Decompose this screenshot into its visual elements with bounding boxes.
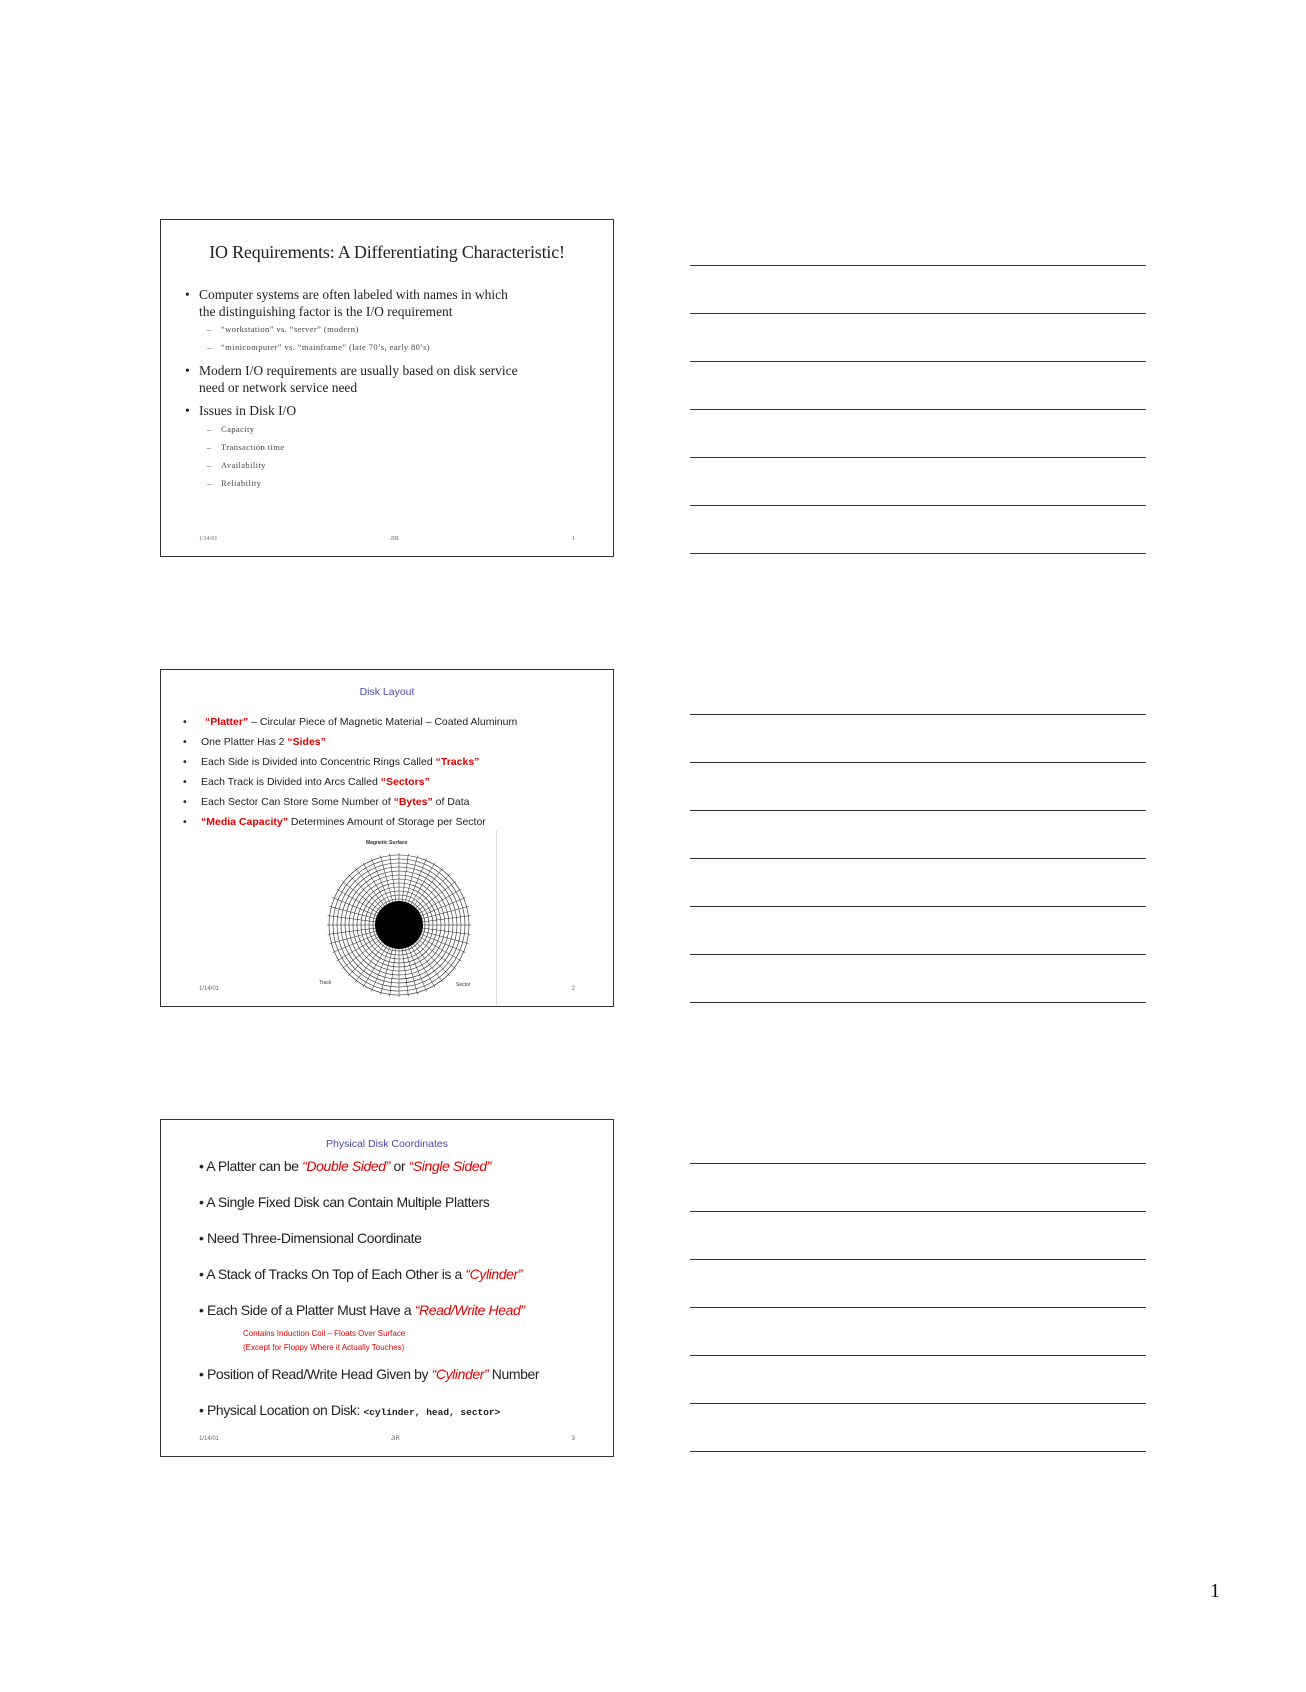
bullet: • Each Side of a Platter Must Have a “Read/Write Head” [199, 1302, 525, 1318]
slide-1 [160, 219, 614, 557]
note-line [690, 762, 1146, 763]
sub-bullet: – “workstation” vs. “server” (modern) [207, 324, 359, 334]
note-line [690, 505, 1146, 506]
bullet: • A Stack of Tracks On Top of Each Other is a “Cylinder” [199, 1266, 523, 1282]
bullet: • Computer systems are often labeled with names in which the distinguishing factor is the I/O requirement [185, 287, 508, 319]
note-line [690, 553, 1146, 554]
bullet: • Each Track is Divided into Arcs Called “Sectors” [183, 776, 430, 788]
slide-2-title: Disk Layout [359, 686, 415, 698]
sub-bullet: – Transaction time [207, 442, 285, 452]
sector-spoke [348, 874, 382, 908]
slide-3-title: Physical Disk Coordinates [326, 1138, 448, 1150]
note-line [690, 313, 1146, 314]
note-line [690, 457, 1146, 458]
note-line [690, 1211, 1146, 1212]
bullet: • Physical Location on Disk: <cylinder, head, sector> [199, 1402, 501, 1418]
footer-date: 1/14/01 [199, 1436, 220, 1442]
bullet: • Need Three-Dimensional Coordinate [199, 1230, 422, 1246]
sub-bullet: – Reliability [207, 478, 262, 488]
footer-date: 1/14/01 [199, 986, 220, 992]
footer-slide-number: 2 [571, 986, 575, 992]
divider [496, 830, 497, 1006]
note-line [690, 858, 1146, 859]
note-line [690, 409, 1146, 410]
sector-spoke [416, 942, 450, 976]
footer-slide-number: 1 [572, 536, 575, 542]
bullet: • Modern I/O requirements are usually based on disk service need or network service need [185, 363, 518, 395]
slide-footer [199, 1436, 575, 1442]
slide-2 [160, 669, 614, 1007]
footer-slide-number: 3 [571, 1436, 575, 1442]
sub-bullet: – Availability [207, 460, 266, 470]
sector-spoke [416, 874, 450, 908]
note: (Except for Floppy Where it Actually Touches) [243, 1343, 405, 1352]
sector-label: Sector [456, 982, 471, 988]
note-line [690, 1355, 1146, 1356]
bullet: • A Platter can be “Double Sided” or “Single Sided” [199, 1158, 491, 1174]
footer-date: 1/14/01 [199, 536, 218, 542]
sub-bullet: – Capacity [207, 424, 255, 434]
bullet: • A Single Fixed Disk can Contain Multiple Platters [199, 1194, 490, 1210]
note-line [690, 1259, 1146, 1260]
bullet: • Each Sector Can Store Some Number of “Bytes” of Data [183, 796, 470, 808]
disk-platter-diagram [324, 850, 474, 1000]
figure-caption: Magnetic Surface [366, 840, 408, 846]
note-line [690, 265, 1146, 266]
note-line [690, 361, 1146, 362]
slide-3 [160, 1119, 614, 1457]
page-number: 1 [1210, 1580, 1220, 1602]
bullet: • Position of Read/Write Head Given by “Cylinder” Number [199, 1366, 540, 1382]
note-line [690, 954, 1146, 955]
sector-spoke [348, 942, 382, 976]
bullet: • “Media Capacity” Determines Amount of Storage per Sector [183, 816, 486, 828]
note-line [690, 714, 1146, 715]
note-line [690, 1451, 1146, 1452]
note-line [690, 1307, 1146, 1308]
note-line [690, 810, 1146, 811]
bullet: • “Platter” – Circular Piece of Magnetic Material – Coated Aluminum [183, 716, 518, 728]
note-line [690, 906, 1146, 907]
bullet: • Each Side is Divided into Concentric Rings Called “Tracks” [183, 756, 480, 768]
bullet: • One Platter Has 2 “Sides” [183, 736, 326, 748]
note-line [690, 1163, 1146, 1164]
note-line [690, 1002, 1146, 1003]
bullet: • Issues in Disk I/O [185, 403, 297, 418]
slide-1-title: IO Requirements: A Differentiating Characteristic! [209, 242, 565, 262]
note-line [690, 1403, 1146, 1404]
slide-footer [199, 536, 575, 542]
slide-footer [199, 986, 575, 992]
footer-author: JIR [390, 1436, 400, 1442]
sub-bullet: – “minicomputer” vs. “mainframe” (late 70’s, early 80’s) [207, 342, 431, 352]
track-label: Track [319, 980, 332, 986]
footer-author: JIR [390, 536, 399, 542]
note: Contains Induction Coil – Floats Over Surface [243, 1329, 406, 1338]
